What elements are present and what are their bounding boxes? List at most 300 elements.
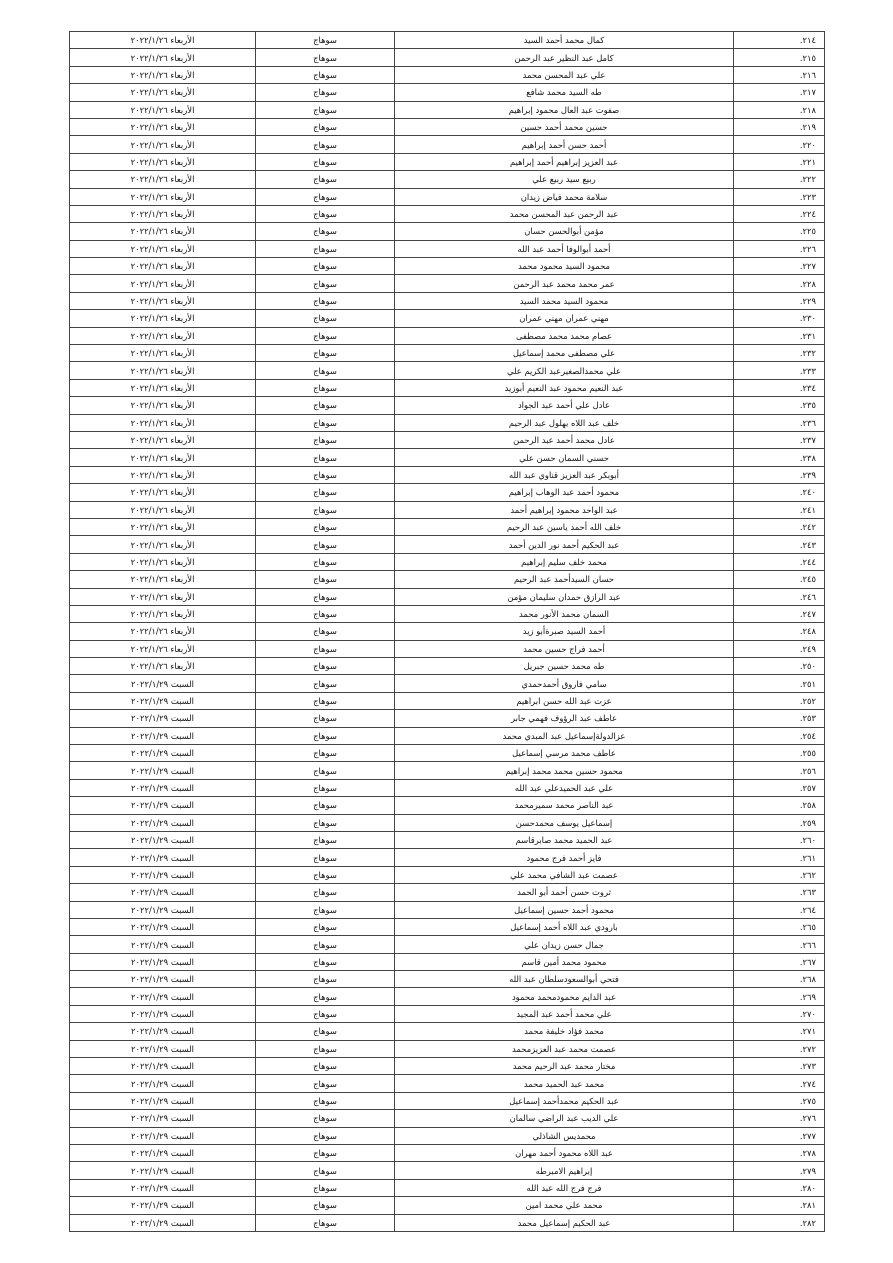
governorate-cell: سوهاج	[256, 466, 395, 483]
date-cell: الأربعاء ٢٠٢٢/١/٢٦	[70, 66, 256, 83]
governorate-cell: سوهاج	[256, 1127, 395, 1144]
person-name-cell: عبد الحكيم إسماعيل محمد	[395, 1214, 734, 1231]
table-row	[70, 1145, 825, 1162]
person-name-cell: عصمت عبد الشافي محمد علي	[395, 866, 734, 883]
person-name-cell: علي مصطفى محمد إسماعيل	[395, 345, 734, 362]
table-row	[70, 536, 825, 553]
governorate-cell: سوهاج	[256, 640, 395, 657]
date-cell: الأربعاء ٢٠٢٢/١/٢٦	[70, 449, 256, 466]
governorate-cell: سوهاج	[256, 223, 395, 240]
table-row	[70, 1110, 825, 1127]
governorate-cell: سوهاج	[256, 84, 395, 101]
date-cell: الأربعاء ٢٠٢٢/١/٢٦	[70, 536, 256, 553]
person-name-cell: عبد الدايم محمودمحمد محمود	[395, 988, 734, 1005]
row-number-cell: ٢٢٢.	[734, 171, 825, 188]
row-number-cell: ٢١٦.	[734, 66, 825, 83]
person-name-cell: ربيع سيد ربيع علي	[395, 171, 734, 188]
governorate-cell: سوهاج	[256, 431, 395, 448]
governorate-cell: سوهاج	[256, 1075, 395, 1092]
row-number-cell: ٢٥٦.	[734, 762, 825, 779]
person-name-cell: عبد الرحمن عبد المحسن محمد	[395, 205, 734, 222]
governorate-cell: سوهاج	[256, 171, 395, 188]
table-row	[70, 588, 825, 605]
governorate-cell: سوهاج	[256, 1040, 395, 1057]
governorate-cell: سوهاج	[256, 1058, 395, 1075]
row-number-cell: ٢١٨.	[734, 101, 825, 118]
governorate-cell: سوهاج	[256, 1110, 395, 1127]
person-name-cell: أبوبكر عبد العزيز قناوي عبد الله	[395, 466, 734, 483]
table-row	[70, 32, 825, 49]
table-row	[70, 1127, 825, 1144]
person-name-cell: مهني عمران مهني عمران	[395, 310, 734, 327]
row-number-cell: ٢٤٥.	[734, 571, 825, 588]
table-row	[70, 623, 825, 640]
table-row	[70, 362, 825, 379]
person-name-cell: محمد خلف سليم إبراهيم	[395, 553, 734, 570]
row-number-cell: ٢٦٥.	[734, 918, 825, 935]
date-cell: الأربعاء ٢٠٢٢/١/٢٦	[70, 345, 256, 362]
row-number-cell: ٢٤١.	[734, 501, 825, 518]
person-name-cell: عصام محمد محمد مصطفى	[395, 327, 734, 344]
date-cell: الأربعاء ٢٠٢٢/١/٢٦	[70, 397, 256, 414]
row-number-cell: ٢١٩.	[734, 118, 825, 135]
row-number-cell: ٢٣٨.	[734, 449, 825, 466]
table-row	[70, 223, 825, 240]
table-row	[70, 1197, 825, 1214]
person-name-cell: عصمت محمد عبد العزيزمحمد	[395, 1040, 734, 1057]
person-name-cell: حسين محمد أحمد حسين	[395, 118, 734, 135]
date-cell: السبت ٢٠٢٢/١/٢٩	[70, 1145, 256, 1162]
person-name-cell: محمد عبد الحميد محمد	[395, 1075, 734, 1092]
table-row	[70, 136, 825, 153]
date-cell: السبت ٢٠٢٢/١/٢٩	[70, 1040, 256, 1057]
row-number-cell: ٢٤٤.	[734, 553, 825, 570]
table-row	[70, 971, 825, 988]
table-row	[70, 901, 825, 918]
governorate-cell: سوهاج	[256, 762, 395, 779]
date-cell: الأربعاء ٢٠٢٢/١/٢٦	[70, 605, 256, 622]
person-name-cell: عبد الواحد محمود إبراهيم أحمد	[395, 501, 734, 518]
person-name-cell: عبد الحكيم أحمد نور الدين أحمد	[395, 536, 734, 553]
person-name-cell: عزالدولةإسماعيل عبد المبدي محمد	[395, 727, 734, 744]
row-number-cell: ٢٢٠.	[734, 136, 825, 153]
governorate-cell: سوهاج	[256, 849, 395, 866]
governorate-cell: سوهاج	[256, 1023, 395, 1040]
table-row	[70, 310, 825, 327]
governorate-cell: سوهاج	[256, 275, 395, 292]
row-number-cell: ٢٨٢.	[734, 1214, 825, 1231]
date-cell: الأربعاء ٢٠٢٢/١/٢٦	[70, 310, 256, 327]
table-row	[70, 692, 825, 709]
date-cell: الأربعاء ٢٠٢٢/١/٢٦	[70, 501, 256, 518]
row-number-cell: ٢٦٢.	[734, 866, 825, 883]
governorate-cell: سوهاج	[256, 66, 395, 83]
date-cell: الأربعاء ٢٠٢٢/١/٢٦	[70, 136, 256, 153]
governorate-cell: سوهاج	[256, 623, 395, 640]
row-number-cell: ٢٣٣.	[734, 362, 825, 379]
governorate-cell: سوهاج	[256, 901, 395, 918]
date-cell: الأربعاء ٢٠٢٢/١/٢٦	[70, 362, 256, 379]
table-row	[70, 936, 825, 953]
person-name-cell: سامي فاروق أحمدحمدي	[395, 675, 734, 692]
person-name-cell: عبد الرازق حمدان سليمان مؤمن	[395, 588, 734, 605]
date-cell: الأربعاء ٢٠٢٢/١/٢٦	[70, 118, 256, 135]
person-name-cell: عزت عبد الله حسن ابراهيم	[395, 692, 734, 709]
row-number-cell: ٢٣٦.	[734, 414, 825, 431]
row-number-cell: ٢٦٨.	[734, 971, 825, 988]
date-cell: السبت ٢٠٢٢/١/٢٩	[70, 814, 256, 831]
governorate-cell: سوهاج	[256, 779, 395, 796]
row-number-cell: ٢٢٩.	[734, 292, 825, 309]
table-row	[70, 484, 825, 501]
row-number-cell: ٢٣٩.	[734, 466, 825, 483]
date-cell: السبت ٢٠٢٢/١/٢٩	[70, 1127, 256, 1144]
person-name-cell: ثروت حسن أحمد أبو الحمد	[395, 884, 734, 901]
table-row	[70, 884, 825, 901]
governorate-cell: سوهاج	[256, 327, 395, 344]
governorate-cell: سوهاج	[256, 501, 395, 518]
person-name-cell: محمود حسين محمد محمد إبراهيم	[395, 762, 734, 779]
date-cell: الأربعاء ٢٠٢٢/١/٢٦	[70, 588, 256, 605]
governorate-cell: سوهاج	[256, 136, 395, 153]
table-row	[70, 188, 825, 205]
table-row	[70, 866, 825, 883]
governorate-cell: سوهاج	[256, 1092, 395, 1109]
governorate-cell: سوهاج	[256, 118, 395, 135]
person-name-cell: مختار محمد عبد الرحيم محمد	[395, 1058, 734, 1075]
person-name-cell: عبد الحكيم محمدأحمد إسماعيل	[395, 1092, 734, 1109]
date-cell: الأربعاء ٢٠٢٢/١/٢٦	[70, 171, 256, 188]
date-cell: الأربعاء ٢٠٢٢/١/٢٦	[70, 640, 256, 657]
person-name-cell: فرج فرج الله عبد الله	[395, 1179, 734, 1196]
table-row	[70, 762, 825, 779]
date-cell: الأربعاء ٢٠٢٢/١/٢٦	[70, 101, 256, 118]
table-row	[70, 292, 825, 309]
table-row	[70, 849, 825, 866]
governorate-cell: سوهاج	[256, 240, 395, 257]
date-cell: السبت ٢٠٢٢/١/٢٩	[70, 1110, 256, 1127]
table-row	[70, 414, 825, 431]
person-name-cell: علي محمدالصغيرعبد الكريم علي	[395, 362, 734, 379]
date-cell: السبت ٢٠٢٢/١/٢٩	[70, 901, 256, 918]
table-row	[70, 449, 825, 466]
person-name-cell: عاطف محمد مرسي إسماعيل	[395, 745, 734, 762]
row-number-cell: ٢٦٠.	[734, 831, 825, 848]
person-name-cell: أحمد حسن أحمد إبراهيم	[395, 136, 734, 153]
date-cell: الأربعاء ٢٠٢٢/١/٢٦	[70, 292, 256, 309]
row-number-cell: ٢٢٨.	[734, 275, 825, 292]
table-row	[70, 466, 825, 483]
person-name-cell: محمود محمد أمين قاسم	[395, 953, 734, 970]
governorate-cell: سوهاج	[256, 1145, 395, 1162]
person-name-cell: طه السيد محمد شافع	[395, 84, 734, 101]
person-name-cell: علي محمد أحمد عبد المجيد	[395, 1005, 734, 1022]
row-number-cell: ٢٤٨.	[734, 623, 825, 640]
governorate-cell: سوهاج	[256, 1179, 395, 1196]
table-row	[70, 831, 825, 848]
date-cell: الأربعاء ٢٠٢٢/١/٢٦	[70, 223, 256, 240]
date-cell: الأربعاء ٢٠٢٢/١/٢٦	[70, 623, 256, 640]
person-name-cell: أحمد السيد صبرةأبو زيد	[395, 623, 734, 640]
governorate-cell: سوهاج	[256, 971, 395, 988]
date-cell: الأربعاء ٢٠٢٢/١/٢٦	[70, 84, 256, 101]
governorate-cell: سوهاج	[256, 1162, 395, 1179]
date-cell: الأربعاء ٢٠٢٢/١/٢٦	[70, 32, 256, 49]
row-number-cell: ٢٤٣.	[734, 536, 825, 553]
person-name-cell: عمر محمد محمد عبد الرحمن	[395, 275, 734, 292]
governorate-cell: سوهاج	[256, 379, 395, 396]
governorate-cell: سوهاج	[256, 32, 395, 49]
table-row	[70, 953, 825, 970]
governorate-cell: سوهاج	[256, 675, 395, 692]
table-row	[70, 797, 825, 814]
row-number-cell: ٢٥٨.	[734, 797, 825, 814]
table-row	[70, 1040, 825, 1057]
governorate-cell: سوهاج	[256, 292, 395, 309]
person-name-cell: حسني السمان حسن علي	[395, 449, 734, 466]
person-name-cell: بارودي عبد اللاه أحمد إسماعيل	[395, 918, 734, 935]
row-number-cell: ٢٣١.	[734, 327, 825, 344]
person-name-cell: فايز أحمد فرج محمود	[395, 849, 734, 866]
date-cell: الأربعاء ٢٠٢٢/١/٢٦	[70, 188, 256, 205]
row-number-cell: ٢٥٩.	[734, 814, 825, 831]
governorate-cell: سوهاج	[256, 397, 395, 414]
governorate-cell: سوهاج	[256, 536, 395, 553]
row-number-cell: ٢٤٧.	[734, 605, 825, 622]
governorate-cell: سوهاج	[256, 692, 395, 709]
table-row	[70, 1023, 825, 1040]
date-cell: السبت ٢٠٢٢/١/٢٩	[70, 953, 256, 970]
governorate-cell: سوهاج	[256, 831, 395, 848]
date-cell: السبت ٢٠٢٢/١/٢٩	[70, 727, 256, 744]
person-name-cell: عادل علي أحمد عبد الجواد	[395, 397, 734, 414]
date-cell: الأربعاء ٢٠٢٢/١/٢٦	[70, 414, 256, 431]
table-row	[70, 66, 825, 83]
governorate-cell: سوهاج	[256, 866, 395, 883]
table-row	[70, 101, 825, 118]
person-name-cell: حسان السيدأحمد عبد الرحيم	[395, 571, 734, 588]
row-number-cell: ٢٢٦.	[734, 240, 825, 257]
governorate-cell: سوهاج	[256, 101, 395, 118]
date-cell: السبت ٢٠٢٢/١/٢٩	[70, 779, 256, 796]
row-number-cell: ٢٨١.	[734, 1197, 825, 1214]
table-row	[70, 205, 825, 222]
row-number-cell: ٢٥٣.	[734, 710, 825, 727]
person-name-cell: عادل محمد أحمد عبد الرحمن	[395, 431, 734, 448]
date-cell: السبت ٢٠٢٢/١/٢٩	[70, 1162, 256, 1179]
table-row	[70, 1005, 825, 1022]
date-cell: السبت ٢٠٢٢/١/٢٩	[70, 692, 256, 709]
row-number-cell: ٢٤٢.	[734, 518, 825, 535]
person-name-cell: عبد اللاه محمود أحمد مهران	[395, 1145, 734, 1162]
governorate-cell: سوهاج	[256, 414, 395, 431]
row-number-cell: ٢٢٣.	[734, 188, 825, 205]
table-row	[70, 1075, 825, 1092]
table-row	[70, 84, 825, 101]
person-name-cell: طه محمد حسين جبريل	[395, 658, 734, 675]
person-name-cell: السمان محمد الأنور محمد	[395, 605, 734, 622]
table-row	[70, 1214, 825, 1231]
table-row	[70, 1179, 825, 1196]
table-row	[70, 501, 825, 518]
date-cell: الأربعاء ٢٠٢٢/١/٢٦	[70, 379, 256, 396]
names-table-body	[70, 32, 825, 1232]
date-cell: الأربعاء ٢٠٢٢/١/٢٦	[70, 327, 256, 344]
table-row	[70, 1058, 825, 1075]
table-row	[70, 918, 825, 935]
governorate-cell: سوهاج	[256, 884, 395, 901]
row-number-cell: ٢٦٦.	[734, 936, 825, 953]
row-number-cell: ٢٧٣.	[734, 1058, 825, 1075]
date-cell: السبت ٢٠٢٢/١/٢٩	[70, 918, 256, 935]
person-name-cell: محمود أحمد عبد الوهاب إبراهيم	[395, 484, 734, 501]
governorate-cell: سوهاج	[256, 258, 395, 275]
table-row	[70, 118, 825, 135]
row-number-cell: ٢٣٧.	[734, 431, 825, 448]
row-number-cell: ٢٦٩.	[734, 988, 825, 1005]
governorate-cell: سوهاج	[256, 953, 395, 970]
row-number-cell: ٢٥١.	[734, 675, 825, 692]
date-cell: الأربعاء ٢٠٢٢/١/٢٦	[70, 49, 256, 66]
governorate-cell: سوهاج	[256, 710, 395, 727]
date-cell: الأربعاء ٢٠٢٢/١/٢٦	[70, 258, 256, 275]
person-name-cell: علي عبد المحسن محمد	[395, 66, 734, 83]
date-cell: السبت ٢٠٢٢/١/٢٩	[70, 1023, 256, 1040]
row-number-cell: ٢٣٤.	[734, 379, 825, 396]
person-name-cell: فتحي أبوالسعودسلطان عبد الله	[395, 971, 734, 988]
date-cell: السبت ٢٠٢٢/١/٢٩	[70, 831, 256, 848]
person-name-cell: جمال حسن زيدان علي	[395, 936, 734, 953]
date-cell: الأربعاء ٢٠٢٢/١/٢٦	[70, 240, 256, 257]
table-row	[70, 1092, 825, 1109]
row-number-cell: ٢٥٧.	[734, 779, 825, 796]
row-number-cell: ٢٢١.	[734, 153, 825, 170]
governorate-cell: سوهاج	[256, 588, 395, 605]
row-number-cell: ٢٦٤.	[734, 901, 825, 918]
row-number-cell: ٢٥٤.	[734, 727, 825, 744]
date-cell: السبت ٢٠٢٢/١/٢٩	[70, 1058, 256, 1075]
row-number-cell: ٢٧٨.	[734, 1145, 825, 1162]
date-cell: السبت ٢٠٢٢/١/٢٩	[70, 745, 256, 762]
table-row	[70, 153, 825, 170]
row-number-cell: ٢٥٢.	[734, 692, 825, 709]
date-cell: السبت ٢٠٢٢/١/٢٩	[70, 1075, 256, 1092]
row-number-cell: ٢٦١.	[734, 849, 825, 866]
table-row	[70, 379, 825, 396]
table-row	[70, 988, 825, 1005]
date-cell: الأربعاء ٢٠٢٢/١/٢٦	[70, 658, 256, 675]
date-cell: السبت ٢٠٢٢/١/٢٩	[70, 971, 256, 988]
governorate-cell: سوهاج	[256, 605, 395, 622]
governorate-cell: سوهاج	[256, 918, 395, 935]
governorate-cell: سوهاج	[256, 310, 395, 327]
person-name-cell: عبد الناصر محمد سميرمحمد	[395, 797, 734, 814]
governorate-cell: سوهاج	[256, 49, 395, 66]
governorate-cell: سوهاج	[256, 484, 395, 501]
date-cell: الأربعاء ٢٠٢٢/١/٢٦	[70, 553, 256, 570]
date-cell: السبت ٢٠٢٢/١/٢٩	[70, 1214, 256, 1231]
table-row	[70, 779, 825, 796]
row-number-cell: ٢٧٧.	[734, 1127, 825, 1144]
person-name-cell: خلف عبد اللاه بهلول عبد الرحيم	[395, 414, 734, 431]
table-row	[70, 710, 825, 727]
date-cell: السبت ٢٠٢٢/١/٢٩	[70, 884, 256, 901]
row-number-cell: ٢٧٤.	[734, 1075, 825, 1092]
table-row	[70, 49, 825, 66]
person-name-cell: علي الديب عبد الراضي سالمان	[395, 1110, 734, 1127]
person-name-cell: كمال محمد أحمد السيد	[395, 32, 734, 49]
person-name-cell: محمود أحمد حسين إسماعيل	[395, 901, 734, 918]
row-number-cell: ٢٢٥.	[734, 223, 825, 240]
date-cell: السبت ٢٠٢٢/١/٢٩	[70, 849, 256, 866]
table-row	[70, 553, 825, 570]
date-cell: الأربعاء ٢٠٢٢/١/٢٦	[70, 431, 256, 448]
row-number-cell: ٢٥٠.	[734, 658, 825, 675]
governorate-cell: سوهاج	[256, 1005, 395, 1022]
document-page	[69, 31, 825, 1232]
person-name-cell: إسماعيل يوسف محمدحسن	[395, 814, 734, 831]
table-row	[70, 431, 825, 448]
person-name-cell: محمود السيد محمود محمد	[395, 258, 734, 275]
person-name-cell: محمديس الشاذلي	[395, 1127, 734, 1144]
date-cell: السبت ٢٠٢٢/١/٢٩	[70, 675, 256, 692]
governorate-cell: سوهاج	[256, 153, 395, 170]
table-row	[70, 727, 825, 744]
date-cell: الأربعاء ٢٠٢٢/١/٢٦	[70, 571, 256, 588]
table-row	[70, 240, 825, 257]
person-name-cell: محمد فؤاد خليفة محمد	[395, 1023, 734, 1040]
date-cell: الأربعاء ٢٠٢٢/١/٢٦	[70, 153, 256, 170]
person-name-cell: سلامة محمد فياض زيدان	[395, 188, 734, 205]
row-number-cell: ٢٦٧.	[734, 953, 825, 970]
date-cell: السبت ٢٠٢٢/١/٢٩	[70, 1005, 256, 1022]
governorate-cell: سوهاج	[256, 553, 395, 570]
row-number-cell: ٢٣٠.	[734, 310, 825, 327]
governorate-cell: سوهاج	[256, 188, 395, 205]
row-number-cell: ٢٣٢.	[734, 345, 825, 362]
row-number-cell: ٢٧١.	[734, 1023, 825, 1040]
table-row	[70, 745, 825, 762]
person-name-cell: صفوت عبد العال محمود إبراهيم	[395, 101, 734, 118]
row-number-cell: ٢٦٣.	[734, 884, 825, 901]
date-cell: السبت ٢٠٢٢/١/٢٩	[70, 866, 256, 883]
person-name-cell: خلف الله أحمد ياسين عبد الرحيم	[395, 518, 734, 535]
row-number-cell: ٢٨٠.	[734, 1179, 825, 1196]
governorate-cell: سوهاج	[256, 345, 395, 362]
row-number-cell: ٢٢٧.	[734, 258, 825, 275]
person-name-cell: عاطف عبد الرؤوف فهمي جابر	[395, 710, 734, 727]
governorate-cell: سوهاج	[256, 797, 395, 814]
row-number-cell: ٢٧٥.	[734, 1092, 825, 1109]
row-number-cell: ٢٧٩.	[734, 1162, 825, 1179]
governorate-cell: سوهاج	[256, 362, 395, 379]
governorate-cell: سوهاج	[256, 936, 395, 953]
governorate-cell: سوهاج	[256, 571, 395, 588]
table-row	[70, 397, 825, 414]
date-cell: الأربعاء ٢٠٢٢/١/٢٦	[70, 205, 256, 222]
row-number-cell: ٢١٤.	[734, 32, 825, 49]
person-name-cell: أحمد أبوالوفا أحمد عبد الله	[395, 240, 734, 257]
names-table	[69, 31, 825, 1232]
governorate-cell: سوهاج	[256, 745, 395, 762]
date-cell: السبت ٢٠٢٢/١/٢٩	[70, 988, 256, 1005]
table-row	[70, 658, 825, 675]
row-number-cell: ٢٥٥.	[734, 745, 825, 762]
governorate-cell: سوهاج	[256, 988, 395, 1005]
row-number-cell: ٢١٧.	[734, 84, 825, 101]
date-cell: السبت ٢٠٢٢/١/٢٩	[70, 936, 256, 953]
person-name-cell: محمود السيد محمد السيد	[395, 292, 734, 309]
